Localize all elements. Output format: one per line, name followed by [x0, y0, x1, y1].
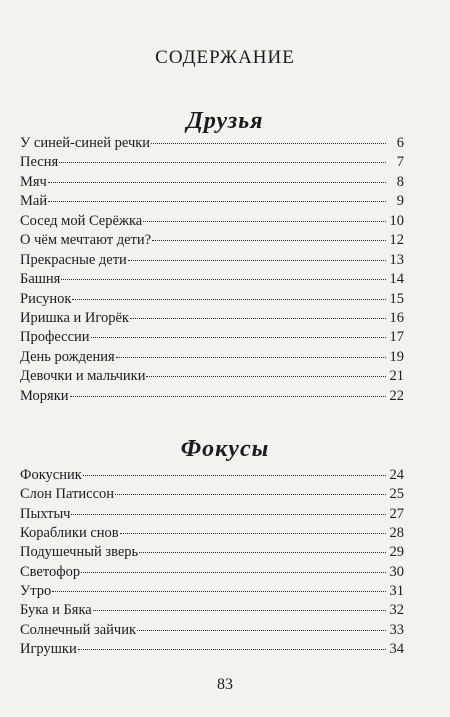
toc-entry-page-number: 30 — [389, 563, 404, 580]
toc-entry-title: Рисунок — [20, 290, 72, 307]
dot-leader — [48, 182, 386, 183]
toc-entry-title: Башня — [20, 271, 61, 288]
dot-leader — [93, 610, 386, 611]
toc-entry-page-number: 8 — [396, 173, 404, 190]
toc-entry-page-number: 22 — [389, 387, 404, 404]
dot-leader — [120, 533, 386, 534]
toc-entry-page-number: 14 — [389, 271, 404, 288]
toc-entry-page-number: 34 — [389, 641, 404, 658]
toc-entry — [20, 543, 404, 562]
toc-entry-title: Солнечный зайчик — [20, 621, 136, 638]
dot-leader — [71, 514, 386, 515]
toc-entry-page-number: 32 — [389, 602, 404, 619]
dot-leader — [59, 162, 386, 163]
dot-leader — [139, 552, 386, 553]
toc-entry — [20, 270, 404, 289]
toc-entry — [20, 621, 404, 640]
dot-leader — [115, 494, 386, 495]
toc-list-tricks — [20, 466, 404, 659]
toc-entry-page-number: 13 — [389, 251, 404, 268]
dot-leader — [152, 240, 386, 241]
toc-entry — [20, 582, 404, 601]
toc-entry-page-number: 9 — [396, 193, 404, 210]
toc-entry-title: Май — [20, 193, 48, 210]
toc-entry-page-number: 33 — [389, 621, 404, 638]
toc-entry — [20, 212, 404, 231]
dot-leader — [72, 299, 386, 300]
dot-leader — [143, 221, 386, 222]
section-heading-tricks: Фокусы — [180, 436, 270, 462]
toc-entry-page-number: 29 — [389, 544, 404, 561]
toc-entry — [20, 192, 404, 211]
toc-entry-title: Прекрасные дети — [20, 251, 127, 268]
toc-entry — [20, 563, 404, 582]
toc-entry-page-number: 12 — [389, 232, 404, 249]
toc-entry-page-number: 28 — [389, 525, 404, 542]
toc-entry-title: Мяч — [20, 173, 47, 190]
toc-entry-page-number: 31 — [389, 583, 404, 600]
toc-entry — [20, 387, 404, 406]
toc-entry-title: Бука и Бяка — [20, 602, 92, 619]
toc-entry — [20, 505, 404, 524]
toc-entry-title: Подушечный зверь — [20, 544, 139, 561]
toc-entry-page-number: 15 — [389, 290, 404, 307]
toc-entry-page-number: 6 — [396, 135, 404, 151]
dot-leader — [83, 475, 386, 476]
toc-entry-title: Утро — [20, 583, 52, 600]
toc-entry-page-number: 21 — [389, 368, 404, 385]
dot-leader — [146, 376, 386, 377]
dot-leader — [78, 649, 386, 650]
toc-entry-title: Профессии — [20, 329, 90, 346]
toc-entry — [20, 601, 404, 620]
toc-entry-title: Фокусник — [20, 467, 82, 483]
dot-leader — [128, 260, 386, 261]
toc-entry — [20, 173, 404, 192]
toc-entry-page-number: 27 — [389, 505, 404, 522]
toc-entry-title: Песня — [20, 154, 59, 171]
toc-entry-title: Игрушки — [20, 641, 77, 658]
toc-entry-title: Пыхтыч — [20, 505, 71, 522]
dot-leader — [48, 201, 386, 202]
dot-leader — [61, 279, 386, 280]
toc-entry-title: День рождения — [20, 348, 115, 365]
page-number: 83 — [217, 676, 233, 693]
toc-entry-title: О чём мечтают дети? — [20, 232, 152, 249]
toc-entry-page-number: 10 — [389, 212, 404, 229]
toc-entry — [20, 348, 404, 367]
toc-entry — [20, 134, 404, 153]
dot-leader — [137, 630, 386, 631]
toc-entry-page-number: 24 — [389, 467, 404, 483]
toc-entry — [20, 290, 404, 309]
toc-entry-title: Девочки и мальчики — [20, 368, 146, 385]
toc-entry-title: Светофор — [20, 563, 81, 580]
toc-list-friends — [20, 134, 404, 406]
dot-leader — [130, 318, 386, 319]
toc-entry — [20, 309, 404, 328]
toc-entry-title: Кораблики снов — [20, 525, 119, 542]
toc-entry-page-number: 16 — [389, 309, 404, 326]
toc-entry — [20, 524, 404, 543]
toc-entry-title: Иришка и Игорёк — [20, 309, 129, 326]
toc-entry-title: Слон Патиссон — [20, 486, 115, 503]
contents-heading: СОДЕРЖАНИЕ — [155, 47, 295, 68]
toc-entry — [20, 485, 404, 504]
toc-entry-title: Сосед мой Серёжка — [20, 212, 143, 229]
toc-entry — [20, 466, 404, 485]
toc-entry — [20, 640, 404, 659]
toc-entry — [20, 367, 404, 386]
toc-entry-page-number: 7 — [396, 154, 404, 171]
toc-entry-page-number: 25 — [389, 486, 404, 503]
dot-leader — [91, 337, 386, 338]
toc-entry — [20, 231, 404, 250]
toc-entry — [20, 251, 404, 270]
toc-entry — [20, 153, 404, 172]
section-heading-friends: Друзья — [186, 108, 264, 134]
dot-leader — [151, 143, 386, 144]
toc-entry-page-number: 19 — [389, 348, 404, 365]
dot-leader — [52, 591, 386, 592]
toc-entry — [20, 328, 404, 347]
toc-entry-title: Моряки — [20, 387, 69, 404]
toc-entry-title: У синей-синей речки — [20, 135, 151, 151]
dot-leader — [116, 357, 386, 358]
toc-entry-page-number: 17 — [389, 329, 404, 346]
dot-leader — [70, 396, 386, 397]
dot-leader — [81, 572, 386, 573]
